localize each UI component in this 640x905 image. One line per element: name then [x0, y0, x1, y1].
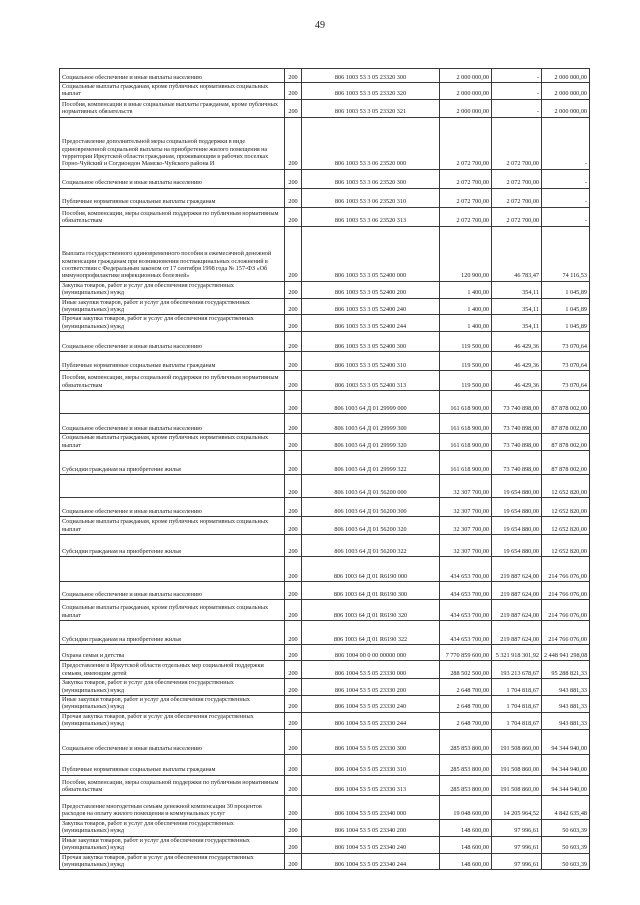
row-remainder-cell: -: [542, 207, 590, 226]
row-classification-cell: 806 1003 64 Д 01 56200 322: [302, 535, 440, 557]
row-name-cell: Социальные выплаты гражданам, кроме публичных нормативных социальных выплат: [60, 600, 285, 621]
row-classification-cell: 806 1003 64 Д 01 29999 000: [302, 391, 440, 414]
row-name-cell: Публичные нормативные социальные выплаты гражданам: [60, 754, 285, 775]
table-row: [60, 557, 590, 582]
row-classification-cell: 806 1003 53 3 05 23320 321: [302, 99, 440, 117]
row-planned-cell: 2 000 000,00: [440, 99, 492, 117]
row-planned-cell: 285 853 800,00: [440, 754, 492, 775]
row-planned-cell: 32 307 700,00: [440, 498, 492, 517]
row-code-cell: 200: [285, 795, 302, 819]
table-row: [60, 582, 590, 600]
row-remainder-cell: 87 878 002,00: [542, 434, 590, 451]
page-number: 49: [315, 20, 325, 31]
row-remainder-cell: 73 070,64: [542, 352, 590, 371]
row-executed-cell: 19 654 880,00: [492, 517, 542, 535]
row-executed-cell: 191 508 860,00: [492, 754, 542, 775]
row-executed-cell: 97 996,61: [492, 819, 542, 836]
row-planned-cell: 148 600,00: [440, 853, 492, 870]
row-planned-cell: 2 072 700,00: [440, 117, 492, 169]
row-executed-cell: 46 429,36: [492, 332, 542, 352]
row-planned-cell: 161 618 900,00: [440, 414, 492, 434]
row-remainder-cell: 4 842 635,48: [542, 795, 590, 819]
row-executed-cell: 219 887 624,00: [492, 621, 542, 645]
row-code-cell: 200: [285, 332, 302, 352]
row-code-cell: 200: [285, 69, 302, 83]
row-remainder-cell: 2 000 000,00: [542, 69, 590, 83]
row-remainder-cell: 1 045,89: [542, 281, 590, 298]
row-executed-cell: 46 429,36: [492, 352, 542, 371]
row-executed-cell: 1 704 818,67: [492, 712, 542, 729]
table-row: [60, 414, 590, 434]
row-classification-cell: 806 1004 53 5 05 23340 244: [302, 853, 440, 870]
row-remainder-cell: 2 448 941 298,08: [542, 645, 590, 661]
row-executed-cell: 97 996,61: [492, 836, 542, 853]
row-remainder-cell: 2 000 000,00: [542, 99, 590, 117]
row-executed-cell: -: [492, 99, 542, 117]
row-planned-cell: 434 653 700,00: [440, 557, 492, 582]
row-executed-cell: 354,11: [492, 298, 542, 315]
row-code-cell: 200: [285, 754, 302, 775]
row-remainder-cell: 1 045,89: [542, 315, 590, 332]
row-code-cell: 200: [285, 775, 302, 795]
row-name-cell: Социальные выплаты гражданам, кроме публичных нормативных социальных выплат: [60, 83, 285, 100]
row-code-cell: 200: [285, 414, 302, 434]
row-planned-cell: 285 853 800,00: [440, 729, 492, 754]
row-executed-cell: 219 887 624,00: [492, 557, 542, 582]
table-row: [60, 795, 590, 819]
row-classification-cell: 806 1003 64 Д 01 29999 320: [302, 434, 440, 451]
table-row: [60, 451, 590, 475]
row-classification-cell: 806 1003 64 Д 01 R6190 000: [302, 557, 440, 582]
row-executed-cell: 73 740 898,00: [492, 414, 542, 434]
row-remainder-cell: -: [542, 169, 590, 188]
row-name-cell: Публичные нормативные социальные выплаты гражданам: [60, 352, 285, 371]
row-name-cell: Пособия, компенсации, меры социальной поддержки по публичным нормативным обязательствам: [60, 371, 285, 391]
row-planned-cell: 161 618 900,00: [440, 434, 492, 451]
row-executed-cell: 191 508 860,00: [492, 775, 542, 795]
row-executed-cell: 73 740 898,00: [492, 451, 542, 475]
row-remainder-cell: 943 881,33: [542, 696, 590, 713]
row-classification-cell: 806 1003 53 3 05 23320 300: [302, 69, 440, 83]
row-planned-cell: 434 653 700,00: [440, 582, 492, 600]
row-executed-cell: -: [492, 69, 542, 83]
row-planned-cell: 32 307 700,00: [440, 475, 492, 498]
row-remainder-cell: 943 881,33: [542, 712, 590, 729]
row-remainder-cell: 74 116,53: [542, 226, 590, 281]
table-row: [60, 188, 590, 207]
row-planned-cell: 32 307 700,00: [440, 517, 492, 535]
row-name-cell: [60, 557, 285, 582]
row-name-cell: Прочая закупка товаров, работ и услуг для обеспечения государственных (муниципальных) нужд: [60, 853, 285, 870]
row-code-cell: 200: [285, 535, 302, 557]
row-executed-cell: 97 996,61: [492, 853, 542, 870]
row-name-cell: Социальное обеспечение и иные выплаты населению: [60, 729, 285, 754]
row-name-cell: [60, 391, 285, 414]
row-executed-cell: 73 740 898,00: [492, 434, 542, 451]
row-remainder-cell: 12 652 820,00: [542, 535, 590, 557]
row-planned-cell: 2 072 700,00: [440, 207, 492, 226]
table-row: [60, 83, 590, 100]
row-planned-cell: 19 048 600,00: [440, 795, 492, 819]
row-remainder-cell: 214 766 076,00: [542, 621, 590, 645]
row-name-cell: Субсидии гражданам на приобретение жилья: [60, 621, 285, 645]
row-code-cell: 200: [285, 661, 302, 679]
row-code-cell: 200: [285, 712, 302, 729]
row-name-cell: Субсидии гражданам на приобретение жилья: [60, 451, 285, 475]
row-name-cell: Публичные нормативные социальные выплаты гражданам: [60, 188, 285, 207]
row-classification-cell: 806 1003 64 Д 01 29999 322: [302, 451, 440, 475]
row-name-cell: Социальные выплаты гражданам, кроме публичных нормативных социальных выплат: [60, 517, 285, 535]
row-code-cell: 200: [285, 117, 302, 169]
row-executed-cell: 2 072 700,00: [492, 207, 542, 226]
row-name-cell: Предоставление многодетным семьям денежной компенсации 30 процентов расходов на оплату жилого помещения и коммунальных услуг: [60, 795, 285, 819]
row-classification-cell: 806 1003 53 3 06 23520 300: [302, 169, 440, 188]
table-row: [60, 281, 590, 298]
row-code-cell: 200: [285, 99, 302, 117]
row-code-cell: 200: [285, 645, 302, 661]
row-planned-cell: 2 648 700,00: [440, 679, 492, 696]
row-code-cell: 200: [285, 207, 302, 226]
row-code-cell: 200: [285, 696, 302, 713]
row-name-cell: Иные закупки товаров, работ и услуг для обеспечения государственных (муниципальных) нужд: [60, 836, 285, 853]
row-executed-cell: 19 654 880,00: [492, 498, 542, 517]
row-remainder-cell: 94 344 940,00: [542, 754, 590, 775]
row-planned-cell: 2 072 700,00: [440, 188, 492, 207]
table-row: [60, 819, 590, 836]
row-code-cell: 200: [285, 498, 302, 517]
row-planned-cell: 2 000 000,00: [440, 83, 492, 100]
row-classification-cell: 806 1004 53 5 05 23330 240: [302, 696, 440, 713]
row-remainder-cell: -: [542, 117, 590, 169]
row-executed-cell: 46 783,47: [492, 226, 542, 281]
table-row: [60, 498, 590, 517]
row-planned-cell: 2 000 000,00: [440, 69, 492, 83]
row-remainder-cell: 50 603,39: [542, 819, 590, 836]
row-remainder-cell: 12 652 820,00: [542, 517, 590, 535]
table-row: [60, 371, 590, 391]
row-classification-cell: 806 1003 53 3 05 52400 244: [302, 315, 440, 332]
row-remainder-cell: 2 000 000,00: [542, 83, 590, 100]
row-planned-cell: 7 770 859 600,00: [440, 645, 492, 661]
row-executed-cell: 2 072 700,00: [492, 117, 542, 169]
budget-execution-table: [59, 68, 590, 870]
row-code-cell: 200: [285, 169, 302, 188]
row-planned-cell: 1 400,00: [440, 315, 492, 332]
row-planned-cell: 119 500,00: [440, 332, 492, 352]
row-planned-cell: 119 500,00: [440, 352, 492, 371]
row-classification-cell: 806 1004 53 5 05 23330 000: [302, 661, 440, 679]
row-executed-cell: 354,11: [492, 315, 542, 332]
table-row: [60, 853, 590, 870]
table-row: [60, 226, 590, 281]
table-row: [60, 391, 590, 414]
row-classification-cell: 806 1003 53 3 05 52400 300: [302, 332, 440, 352]
row-remainder-cell: 1 045,89: [542, 298, 590, 315]
row-executed-cell: 191 508 860,00: [492, 729, 542, 754]
row-classification-cell: 806 1003 64 Д 01 29999 300: [302, 414, 440, 434]
row-code-cell: 200: [285, 83, 302, 100]
row-classification-cell: 806 1003 53 3 05 52400 000: [302, 226, 440, 281]
row-planned-cell: 148 600,00: [440, 819, 492, 836]
row-name-cell: Пособия, компенсации, меры социальной поддержки по публичным нормативным обязательствам: [60, 775, 285, 795]
row-planned-cell: 285 853 800,00: [440, 775, 492, 795]
row-classification-cell: 806 1003 64 Д 01 R6190 300: [302, 582, 440, 600]
row-name-cell: Пособия, компенсации, меры социальной поддержки по публичным нормативным обязательствам: [60, 207, 285, 226]
row-executed-cell: 354,11: [492, 281, 542, 298]
row-executed-cell: 193 213 678,67: [492, 661, 542, 679]
table-row: [60, 69, 590, 83]
table-row: [60, 775, 590, 795]
row-code-cell: 200: [285, 391, 302, 414]
row-classification-cell: 806 1004 53 5 05 23330 313: [302, 775, 440, 795]
table-row: [60, 696, 590, 713]
row-code-cell: 200: [285, 451, 302, 475]
row-classification-cell: 806 1003 53 3 06 23520 000: [302, 117, 440, 169]
row-classification-cell: 806 1004 53 5 05 23340 200: [302, 819, 440, 836]
table-body: [60, 69, 590, 870]
row-remainder-cell: 94 344 940,00: [542, 729, 590, 754]
row-name-cell: Предоставление дополнительной меры социальной поддержки в виде единовременной социальной выплаты на приобретение жилого помещения на территории Иркутской области гражданам, проживающим в рабочих поселках Горно-Чуйский и Согдиондон Мамско-Чуйского района И: [60, 117, 285, 169]
row-classification-cell: 806 1004 53 5 05 23340 240: [302, 836, 440, 853]
row-executed-cell: 2 072 700,00: [492, 188, 542, 207]
row-planned-cell: 119 500,00: [440, 371, 492, 391]
row-executed-cell: 19 654 880,00: [492, 535, 542, 557]
row-executed-cell: 19 654 880,00: [492, 475, 542, 498]
row-remainder-cell: 95 288 821,33: [542, 661, 590, 679]
table-row: [60, 99, 590, 117]
row-name-cell: Закупка товаров, работ и услуг для обеспечения государственных (муниципальных) нужд: [60, 281, 285, 298]
row-name-cell: Социальное обеспечение и иные выплаты населению: [60, 582, 285, 600]
row-planned-cell: 1 400,00: [440, 298, 492, 315]
row-code-cell: 200: [285, 371, 302, 391]
row-remainder-cell: 73 070,64: [542, 332, 590, 352]
row-name-cell: Прочая закупка товаров, работ и услуг для обеспечения государственных (муниципальных) нужд: [60, 712, 285, 729]
row-executed-cell: 5 321 918 301,92: [492, 645, 542, 661]
row-classification-cell: 806 1004 53 5 05 23330 244: [302, 712, 440, 729]
table-row: [60, 621, 590, 645]
table-row: [60, 434, 590, 451]
row-code-cell: 200: [285, 679, 302, 696]
row-name-cell: Субсидии гражданам на приобретение жилья: [60, 535, 285, 557]
row-name-cell: Выплата государственного единовременного пособия и ежемесячной денежной компенсации гражданам при возникновении поствакцинальных осложнений в соответствии с Федеральным законом от 17 сентября 1998 года № 157-ФЗ «Об иммунопрофилактике инфекционных болезней»: [60, 226, 285, 281]
table-row: [60, 600, 590, 621]
row-code-cell: 200: [285, 853, 302, 870]
row-executed-cell: 219 887 624,00: [492, 600, 542, 621]
row-remainder-cell: 94 344 940,00: [542, 775, 590, 795]
row-planned-cell: 1 400,00: [440, 281, 492, 298]
row-remainder-cell: 87 878 002,00: [542, 414, 590, 434]
row-classification-cell: 806 1003 53 3 05 52400 313: [302, 371, 440, 391]
table-row: [60, 679, 590, 696]
row-name-cell: Иные закупки товаров, работ и услуг для обеспечения государственных (муниципальных) нужд: [60, 696, 285, 713]
row-code-cell: 200: [285, 188, 302, 207]
row-classification-cell: 806 1003 64 Д 01 56200 000: [302, 475, 440, 498]
row-planned-cell: 2 648 700,00: [440, 696, 492, 713]
row-name-cell: Прочая закупка товаров, работ и услуг для обеспечения государственных (муниципальных) нужд: [60, 315, 285, 332]
table-row: [60, 298, 590, 315]
row-planned-cell: 148 600,00: [440, 836, 492, 853]
row-planned-cell: 161 618 900,00: [440, 391, 492, 414]
row-remainder-cell: 943 881,33: [542, 679, 590, 696]
row-remainder-cell: 12 652 820,00: [542, 498, 590, 517]
row-name-cell: Социальное обеспечение и иные выплаты населению: [60, 69, 285, 83]
table-row: [60, 169, 590, 188]
row-classification-cell: 806 1003 64 Д 01 R6190 322: [302, 621, 440, 645]
table-row: [60, 535, 590, 557]
row-code-cell: 200: [285, 517, 302, 535]
row-name-cell: Охрана семьи и детства: [60, 645, 285, 661]
table-row: [60, 836, 590, 853]
row-remainder-cell: 50 603,39: [542, 836, 590, 853]
row-code-cell: 200: [285, 434, 302, 451]
row-remainder-cell: 214 766 076,00: [542, 600, 590, 621]
row-classification-cell: 806 1003 64 Д 01 56200 320: [302, 517, 440, 535]
row-code-cell: 200: [285, 352, 302, 371]
row-classification-cell: 806 1003 53 3 05 52400 240: [302, 298, 440, 315]
table-row: [60, 754, 590, 775]
row-executed-cell: -: [492, 83, 542, 100]
table-row: [60, 645, 590, 661]
table-row: [60, 352, 590, 371]
row-classification-cell: 806 1003 64 Д 01 56200 300: [302, 498, 440, 517]
row-remainder-cell: 87 878 002,00: [542, 391, 590, 414]
table-row: [60, 332, 590, 352]
row-name-cell: [60, 475, 285, 498]
row-name-cell: Иные закупки товаров, работ и услуг для обеспечения государственных (муниципальных) нужд: [60, 298, 285, 315]
row-name-cell: Социальное обеспечение и иные выплаты населению: [60, 169, 285, 188]
row-executed-cell: 1 704 818,67: [492, 679, 542, 696]
row-code-cell: 200: [285, 226, 302, 281]
row-planned-cell: 120 900,00: [440, 226, 492, 281]
row-name-cell: Социальные выплаты гражданам, кроме публичных нормативных социальных выплат: [60, 434, 285, 451]
table-row: [60, 117, 590, 169]
row-name-cell: Социальное обеспечение и иные выплаты населению: [60, 414, 285, 434]
row-name-cell: Социальное обеспечение и иные выплаты населению: [60, 498, 285, 517]
row-name-cell: Закупка товаров, работ и услуг для обеспечения государственных (муниципальных) нужд: [60, 819, 285, 836]
row-classification-cell: 806 1004 53 5 05 23330 200: [302, 679, 440, 696]
row-executed-cell: 2 072 700,00: [492, 169, 542, 188]
row-executed-cell: 46 429,36: [492, 371, 542, 391]
table-row: [60, 729, 590, 754]
row-code-cell: 200: [285, 600, 302, 621]
row-classification-cell: 806 1003 53 3 05 23320 320: [302, 83, 440, 100]
row-classification-cell: 806 1004 53 5 05 23330 310: [302, 754, 440, 775]
row-planned-cell: 288 502 500,00: [440, 661, 492, 679]
table-row: [60, 517, 590, 535]
row-planned-cell: 32 307 700,00: [440, 535, 492, 557]
row-code-cell: 200: [285, 582, 302, 600]
row-planned-cell: 2 072 700,00: [440, 169, 492, 188]
row-classification-cell: 806 1003 53 3 05 52400 200: [302, 281, 440, 298]
row-remainder-cell: 73 070,64: [542, 371, 590, 391]
row-planned-cell: 434 653 700,00: [440, 600, 492, 621]
row-code-cell: 200: [285, 315, 302, 332]
row-remainder-cell: 12 652 820,00: [542, 475, 590, 498]
row-name-cell: Закупка товаров, работ и услуг для обеспечения государственных (муниципальных) нужд: [60, 679, 285, 696]
row-code-cell: 200: [285, 298, 302, 315]
table-row: [60, 475, 590, 498]
table-row: [60, 315, 590, 332]
table-row: [60, 712, 590, 729]
row-planned-cell: 434 653 700,00: [440, 621, 492, 645]
row-remainder-cell: 214 766 076,00: [542, 582, 590, 600]
row-code-cell: 200: [285, 729, 302, 754]
row-code-cell: 200: [285, 621, 302, 645]
row-code-cell: 200: [285, 819, 302, 836]
row-executed-cell: 14 205 964,52: [492, 795, 542, 819]
row-remainder-cell: 214 766 076,00: [542, 557, 590, 582]
row-classification-cell: 806 1003 53 3 05 52400 310: [302, 352, 440, 371]
row-classification-cell: 806 1004 53 5 05 23330 300: [302, 729, 440, 754]
row-remainder-cell: 87 878 002,00: [542, 451, 590, 475]
row-executed-cell: 73 740 898,00: [492, 391, 542, 414]
row-planned-cell: 161 618 900,00: [440, 451, 492, 475]
row-name-cell: Пособия, компенсации и иные социальные выплаты гражданам, кроме публичных нормативных обязательств: [60, 99, 285, 117]
row-planned-cell: 2 648 700,00: [440, 712, 492, 729]
row-classification-cell: 806 1004 53 5 05 23340 000: [302, 795, 440, 819]
row-classification-cell: 806 1003 53 3 06 23520 313: [302, 207, 440, 226]
table-row: [60, 207, 590, 226]
row-code-cell: 200: [285, 557, 302, 582]
row-code-cell: 200: [285, 475, 302, 498]
row-remainder-cell: -: [542, 188, 590, 207]
row-code-cell: 200: [285, 836, 302, 853]
row-executed-cell: 219 887 624,00: [492, 582, 542, 600]
row-name-cell: Социальное обеспечение и иные выплаты населению: [60, 332, 285, 352]
row-name-cell: Предоставление в Иркутской области отдельных мер социальной поддержки семьям, имеющим детей: [60, 661, 285, 679]
row-executed-cell: 1 704 818,67: [492, 696, 542, 713]
table-row: [60, 661, 590, 679]
row-remainder-cell: 50 603,39: [542, 853, 590, 870]
row-classification-cell: 806 1003 53 3 06 23520 310: [302, 188, 440, 207]
row-classification-cell: 806 1004 00 0 00 00000 000: [302, 645, 440, 661]
row-code-cell: 200: [285, 281, 302, 298]
row-classification-cell: 806 1003 64 Д 01 R6190 320: [302, 600, 440, 621]
